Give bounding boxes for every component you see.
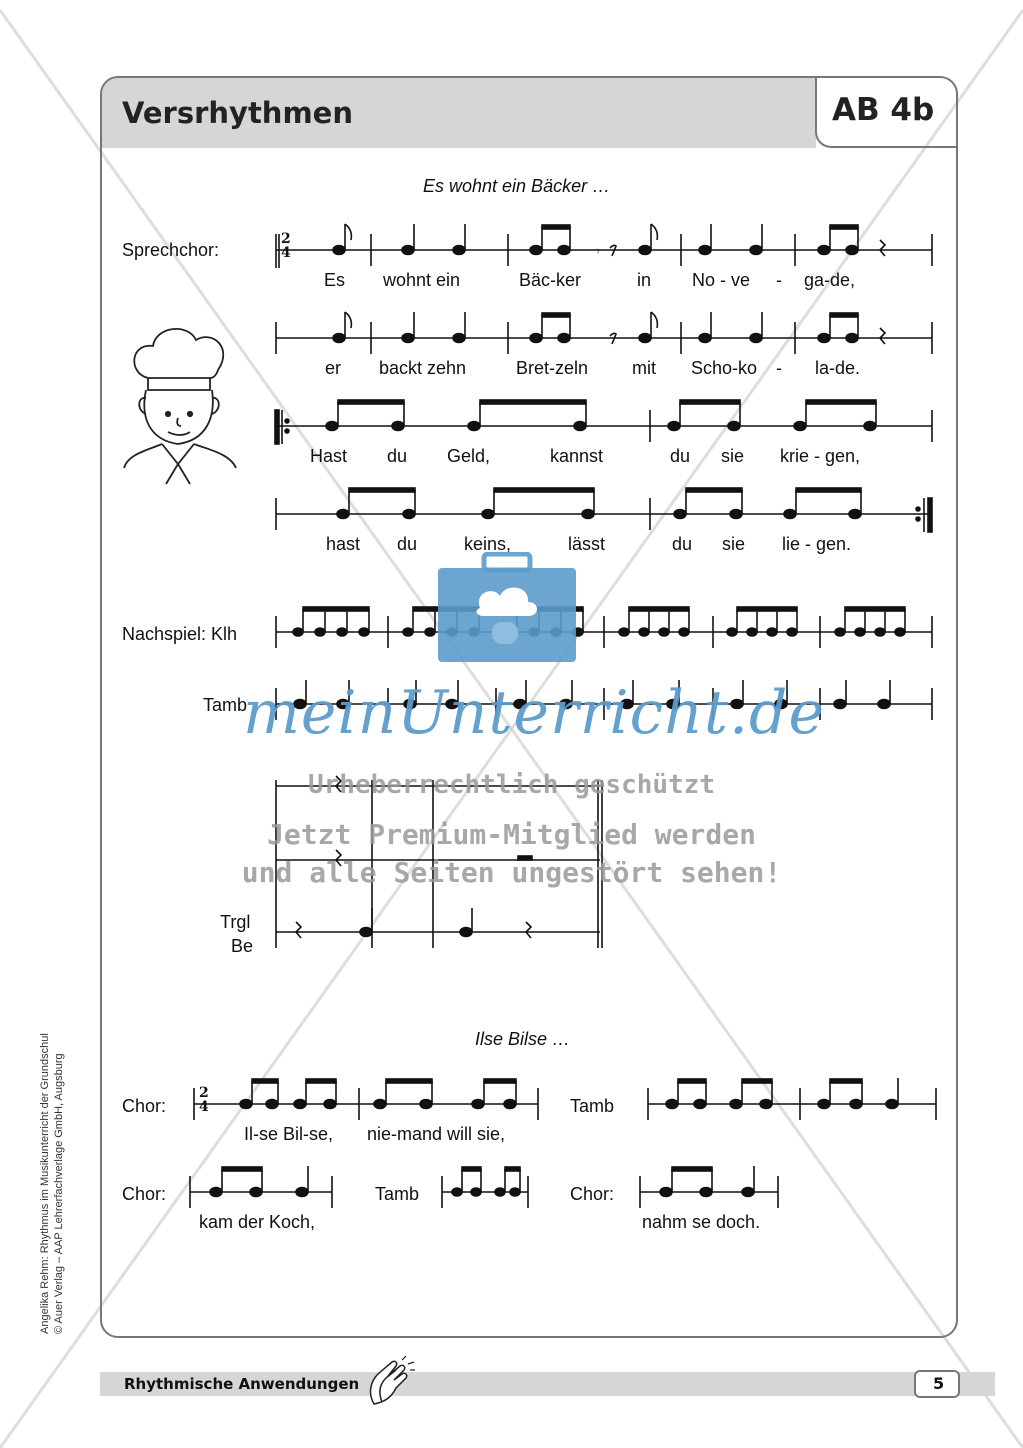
lyric: nie-mand will sie, (367, 1124, 506, 1144)
lyric: sie (722, 534, 746, 554)
lyric: du (672, 534, 693, 554)
page-number: 5 (933, 1374, 945, 1393)
lyric: du (387, 446, 408, 466)
svg-text:𝄾: 𝄾 (596, 243, 600, 259)
lyric: lie - gen. (782, 534, 852, 554)
lyric: Il-se Bil-se, (244, 1124, 334, 1144)
chor-label: Chor: (122, 1184, 167, 1204)
be-label: Be (231, 936, 254, 956)
credit-line: © Auer Verlag – AAP Lehrerfachverlage GmbH, Augsburg (53, 1053, 65, 1334)
nachspiel-label: Nachspiel: Klh (122, 624, 238, 644)
watermark-brand: meinUnterricht.de (243, 678, 825, 748)
lyric: - (776, 270, 782, 290)
lyric: Scho-ko (691, 358, 758, 378)
lyric: in (637, 270, 652, 290)
credit-line: Angelika Rehm: Rhythmus im Musikunterricht der Grundschul (39, 1033, 51, 1334)
lyric: - (776, 358, 782, 378)
chor-label: Chor: (570, 1184, 615, 1204)
lyric: du (670, 446, 691, 466)
page-title: Versrhythmen (122, 96, 353, 130)
lyric: krie - gen, (780, 446, 861, 466)
lyric: lässt (568, 534, 606, 554)
trgl-label: Trgl (220, 912, 251, 932)
copyright-credit (38, 994, 66, 1334)
lyric: backt zehn (379, 358, 467, 378)
time-signature-top: 2 (199, 1085, 209, 1101)
lyric: Hast (310, 446, 348, 466)
worksheet-badge: AB 4b (832, 92, 935, 128)
footer-section-title: Rhythmische Anwendungen (124, 1375, 360, 1393)
lyric: wohnt ein (383, 270, 461, 290)
sprechchor-label: Sprechchor: (122, 240, 220, 260)
watermark-line1: Urheberrechtlich geschützt (308, 770, 715, 800)
time-signature-bottom: 4 (281, 245, 291, 261)
tamb-label-song2: Tamb (375, 1184, 420, 1204)
lyric: Bret-zeln (516, 358, 589, 378)
clapping-hands-icon (362, 1356, 416, 1408)
song1-title: Es wohnt ein Bäcker … (423, 176, 611, 196)
lyric: Bäc-ker (519, 270, 582, 290)
tamb-label-song2: Tamb (570, 1096, 615, 1116)
lyric: Geld, (447, 446, 491, 466)
watermark-line3: und alle Seiten ungestört sehen! (241, 856, 782, 889)
lyric: keins, (464, 534, 512, 554)
lyric: kam der Koch, (199, 1212, 316, 1232)
time-signature-bottom: 4 (199, 1099, 209, 1115)
time-signature-top: 2 (281, 231, 291, 247)
lyric: mit (632, 358, 656, 378)
watermark-line2: Jetzt Premium-Mitglied werden (267, 818, 756, 851)
lyric: nahm se doch. (642, 1212, 761, 1232)
lyric: er (325, 358, 342, 378)
lyric: du (397, 534, 418, 554)
tamb-label: Tamb (203, 695, 248, 715)
lyric: ga-de, (804, 270, 856, 290)
lyric: hast (326, 534, 361, 554)
song2-title: Ilse Bilse … (475, 1029, 571, 1049)
lyric: sie (721, 446, 745, 466)
lyric: No - ve (692, 270, 751, 290)
lyric: kannst (550, 446, 604, 466)
chor-label: Chor: (122, 1096, 167, 1116)
lyric: Es (324, 270, 346, 290)
lyric: la-de. (815, 358, 861, 378)
